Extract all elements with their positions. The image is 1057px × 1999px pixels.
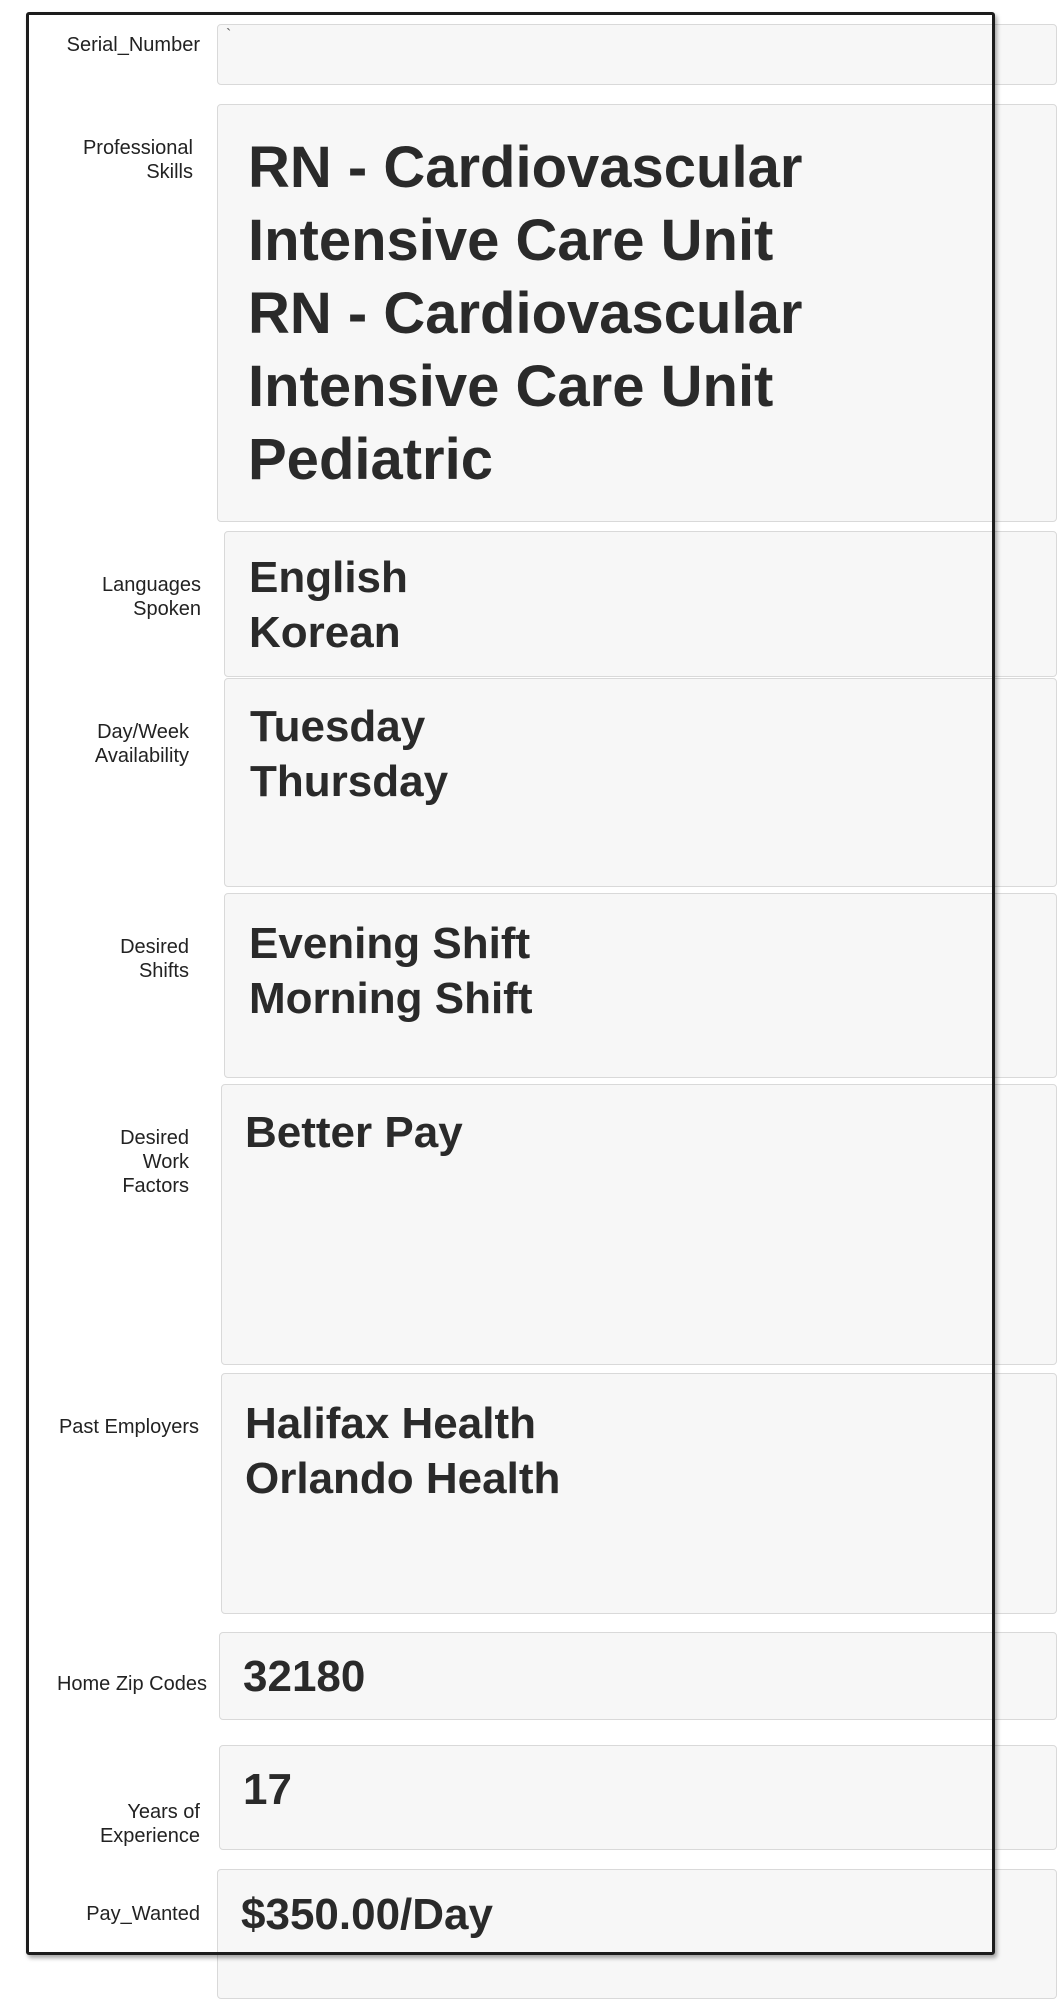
pay-wanted-field[interactable]: $350.00/Day — [217, 1869, 1057, 1999]
years-of-experience-label: Years of Experience — [99, 1801, 200, 1847]
desired-work-factors-label: Desired Work Factors — [120, 1127, 189, 1197]
serial-number-field[interactable] — [217, 24, 1057, 85]
pay-wanted-label: Pay_Wanted — [86, 1903, 200, 1925]
serial-number-label: Serial_Number — [66, 34, 200, 56]
professional-skills-label: Professional Skills — [82, 137, 193, 183]
day-week-availability-label: Day/Week Availability — [94, 721, 189, 767]
home-zip-codes-field[interactable]: 32180 — [219, 1632, 1057, 1720]
past-employers-field[interactable]: Halifax Health Orlando Health — [221, 1373, 1057, 1614]
past-employers-label: Past Employers — [58, 1416, 199, 1438]
home-zip-codes-label: Home Zip Codes — [56, 1673, 207, 1695]
desired-shifts-label: Desired Shifts — [120, 936, 189, 982]
languages-spoken-field[interactable]: English Korean — [224, 531, 1057, 677]
day-week-availability-field[interactable]: Tuesday Thursday — [224, 678, 1057, 887]
professional-skills-field[interactable]: RN - Cardiovascular Intensive Care Unit RN - Cardiovascular Intensive Care Unit Pediatric — [217, 104, 1057, 522]
desired-work-factors-field[interactable]: Better Pay — [221, 1084, 1057, 1365]
field-marker: ` — [226, 27, 232, 44]
years-of-experience-field[interactable]: 17 — [219, 1745, 1057, 1850]
languages-spoken-label: Languages Spoken — [102, 574, 201, 620]
desired-shifts-field[interactable]: Evening Shift Morning Shift — [224, 893, 1057, 1078]
